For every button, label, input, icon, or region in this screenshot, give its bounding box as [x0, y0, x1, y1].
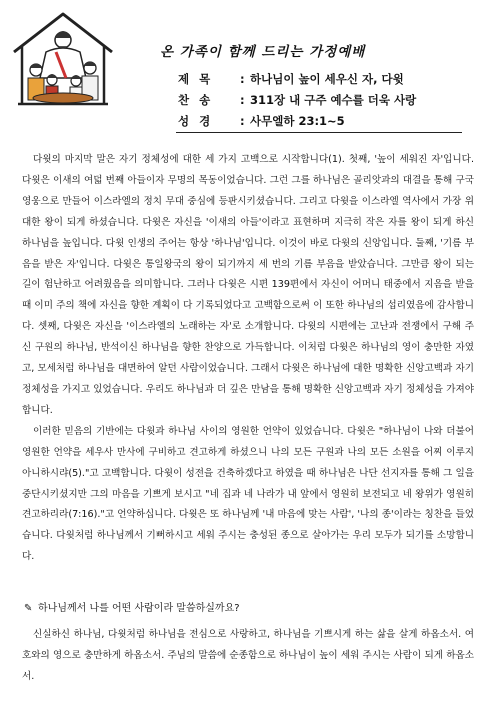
meta-colon: :	[240, 72, 245, 86]
prayer-text: 신실하신 하나님, 다윗처럼 하나님을 전심으로 사랑하고, 하나님을 기쁘시게 하는 삶을 살게 하옵소서. 여호와의 영으로 충만하게 하옵소서. 주님의 말씀에 순종함으로 하나님이 높이 세워 주시는 사람이 되게 하옵소서.	[22, 629, 474, 682]
meta-label: 제 목	[178, 72, 214, 86]
meta-colon: :	[240, 114, 245, 128]
sermon-body	[22, 150, 474, 568]
sermon-title-row	[178, 69, 416, 90]
hymn-row	[178, 90, 416, 111]
sermon-paragraph: 다윗의 마지막 말은 자기 정체성에 대한 세 가지 고백으로 시작합니다(1). 첫째, '높이 세워진 자'입니다. 다윗은 이새의 여덟 번째 아들이자 무명의 목동이었습니다. 그런 그를 하나님은 골리앗과의 대결을 통해 구국 영웅으로 만들어 이스라엘의 정치 무대 중심에 등판시키셨습니다. 그리고 다윗을 이스라엘 역사에서 가장 위대한 왕이 되게 하셨습니다. 다윗은 자신을 '이새의 아들'이라고 표현하며 지극히 작은 자를 왕이 되게 하신 하나님을 높입니다. 다윗 인생의 주어는 항상 '하나님'입니다. 이것이 바로 다윗의 신앙입니다. 둘째, '기름 부음을 받은 자'입니다. 다윗은 통일왕국의 왕이 되기까지 세 번의 기름 부음을 받았습니다. 그만큼 왕이 되는 길이 험난하고 어려웠음을 의미합니다. 그러나 다윗은 시편 139편에서 자신이 어머니 태중에서 지음을 받을 때 이미 주의 책에 자신을 향한 계획이 다 기록되었다고 고백함으로써 이 또한 하나님의 섭리였음에 감사합니다. 셋째, 다윗은 자신을 '이스라엘의 노래하는 자'로 소개합니다. 다윗의 시편에는 고난과 전쟁에서 구해 주신 구원의 하나님, 반석이신 하나님을 향한 찬양으로 가득합니다. 이처럼 다윗은 하나님의 영이 충만한 자였고, 모세처럼 하나님을 대면하여 알던 사람이었습니다. 그래서 다윗은 하나님에 대한 명확한 신앙고백과 자기 정체성을 가지고 있었습니다. 우리도 하나님과 더 깊은 만남을 통해 명확한 신앙고백과 자기 정체성을 가져야 합니다.	[22, 154, 474, 416]
meta-label: 성 경	[178, 114, 214, 128]
sermon-title: 하나님이 높이 세우신 자, 다윗	[250, 72, 404, 86]
closing-prayer	[22, 625, 474, 688]
pencil-icon: ✎	[24, 603, 33, 614]
page-title: 온 가족이 함께 드리는 가정예배	[160, 44, 366, 60]
meta-colon: :	[240, 93, 245, 107]
meta-label: 찬 송	[178, 93, 214, 107]
scripture-row	[178, 111, 416, 132]
service-info	[178, 69, 416, 132]
sermon-paragraph: 이러한 믿음의 기반에는 다윗과 하나님 사이의 영원한 언약이 있었습니다. 다윗은 "하나님이 나와 더불어 영원한 언약을 세우사 만사에 구비하고 견고하게 하셨으니 나의 모든 구원과 나의 모든 소원을 어찌 이루지 아니하시랴(5)."고 고백합니다. 다윗이 성전을 건축하겠다고 하였을 때 하나님은 나단 선지자를 통해 그 일을 중단시키셨지만 그의 마음을 기쁘게 보시고 "네 집과 네 나라가 내 앞에서 영원히 보전되고 네 왕위가 영원히 견고하리라(7:16)."고 언약하십니다. 다윗은 또 하나님께 '내 마음에 맞는 사람', '나의 종'이라는 칭찬을 들었습니다. 다윗처럼 하나님께서 기뻐하시고 세워 주시는 충성된 종으로 살아가는 우리 모두가 되기를 소망합니다.	[22, 425, 474, 563]
hymn-value: 311장 내 구주 예수를 더욱 사랑	[250, 93, 417, 107]
reflection-question-text: 하나님께서 나를 어떤 사람이라 말씀하실까요?	[38, 603, 240, 614]
scripture-value: 사무엘하 23:1~5	[250, 114, 345, 128]
header-divider	[176, 132, 462, 133]
family-jesus-illustration	[8, 8, 118, 108]
reflection-question	[24, 600, 464, 618]
header	[0, 0, 496, 128]
